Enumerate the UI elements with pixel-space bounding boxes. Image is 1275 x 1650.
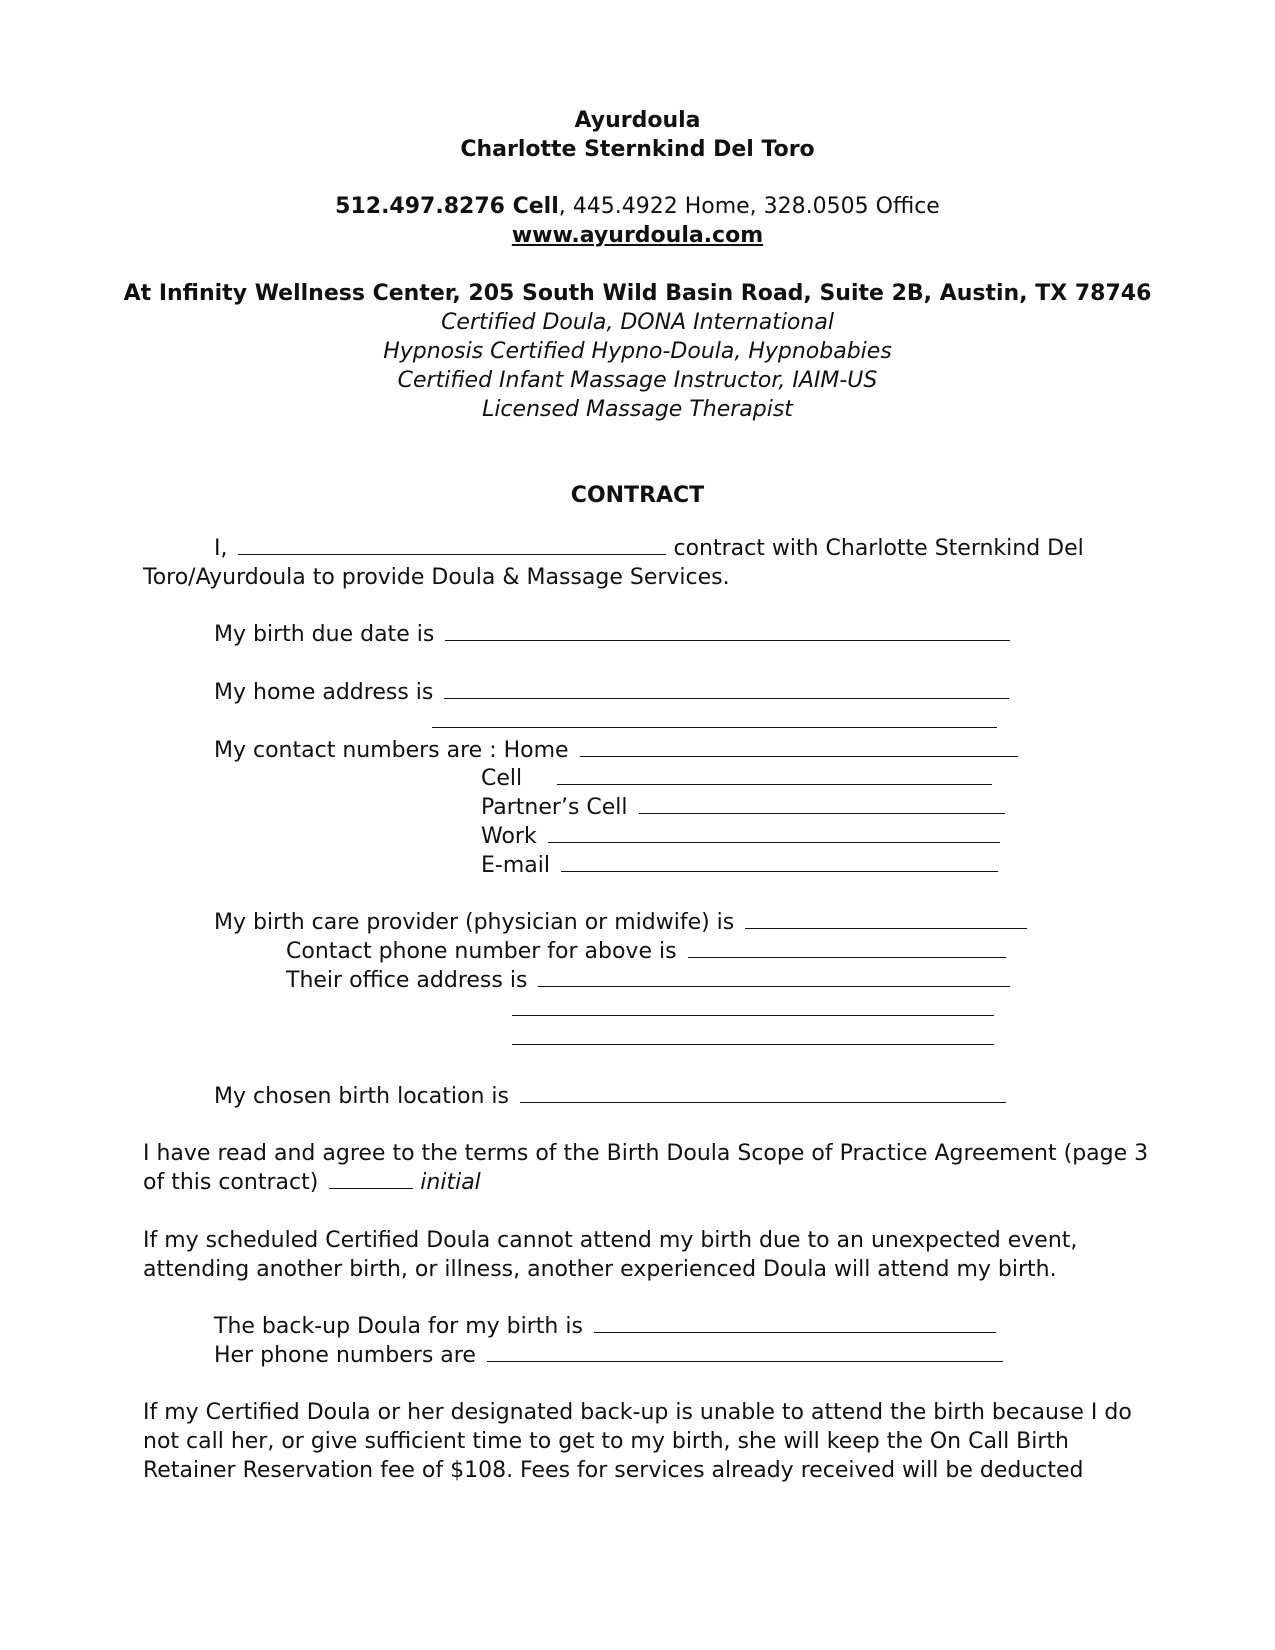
partner-cell-field[interactable]: [639, 812, 1005, 814]
home-address-label: My home address is: [214, 680, 434, 705]
provider-phone-label: Contact phone number for above is: [286, 939, 677, 964]
cell-label: Cell: [481, 766, 523, 791]
initial-label: initial: [420, 1170, 481, 1195]
fee-line2: not call her, or give sufficient time to get to my birth, she will keep the On Call Birth: [143, 1429, 1069, 1454]
birth-location-label: My chosen birth location is: [214, 1084, 509, 1109]
provider-phone-row: [286, 939, 1006, 964]
phone-numbers: [0, 194, 1275, 219]
provider-address-field-3[interactable]: [512, 1043, 994, 1045]
provider-field[interactable]: [745, 927, 1027, 929]
provider-address-row3: [508, 1026, 994, 1051]
contact-cell-row: [481, 766, 992, 791]
contact-partner-row: [481, 795, 1005, 820]
birth-location-row: [214, 1084, 1006, 1109]
backup-doula-row: [214, 1314, 996, 1339]
home-address-field-2[interactable]: [432, 726, 997, 728]
contact-home-row: [214, 738, 1018, 763]
due-date-row: [214, 622, 1010, 647]
provider-row: [214, 910, 1027, 935]
agree-line1: I have read and agree to the terms of the Birth Doula Scope of Practice Agreement (page 3: [143, 1141, 1149, 1166]
backup-doula-field[interactable]: [594, 1331, 996, 1333]
initial-field[interactable]: [329, 1187, 413, 1189]
credential-doula: Certified Doula, DONA International: [441, 310, 834, 335]
provider-address-row: [286, 968, 1010, 993]
birth-location-field[interactable]: [520, 1101, 1006, 1103]
email-field[interactable]: [561, 870, 998, 872]
phone-other: , 445.4922 Home, 328.0505 Office: [558, 194, 940, 219]
intro-line2: Toro/Ayurdoula to provide Doula & Massage Services.: [143, 565, 730, 590]
home-address-row: [214, 680, 1009, 705]
due-date-label: My birth due date is: [214, 622, 435, 647]
backup-para-line1: If my scheduled Certified Doula cannot attend my birth due to an unexpected event,: [143, 1228, 1078, 1253]
provider-phone-field[interactable]: [688, 956, 1006, 958]
due-date-field[interactable]: [445, 639, 1010, 641]
contact-email-row: [481, 853, 998, 878]
owner-name: Charlotte Sternkind Del Toro: [460, 137, 815, 162]
home-phone-field[interactable]: [580, 755, 1018, 757]
provider-address-label: Their office address is: [286, 968, 528, 993]
agree-line2-row: [143, 1170, 481, 1195]
credential-infant-massage: Certified Infant Massage Instructor, IAIM-US: [397, 368, 878, 393]
fee-line1: If my Certified Doula or her designated back-up is unable to attend the birth because I do: [143, 1400, 1132, 1425]
email-label: E-mail: [481, 853, 550, 878]
intro-end: contract with Charlotte Sternkind Del: [673, 536, 1084, 561]
intro-start: I,: [214, 536, 228, 561]
backup-phone-field[interactable]: [487, 1360, 1003, 1362]
provider-label: My birth care provider (physician or midwife) is: [214, 910, 735, 935]
business-name: Ayurdoula: [574, 108, 701, 133]
work-phone-field[interactable]: [548, 841, 1000, 843]
contract-title: CONTRACT: [570, 483, 705, 508]
intro-line: [214, 536, 1084, 561]
work-label: Work: [481, 824, 537, 849]
backup-phone-label: Her phone numbers are: [214, 1343, 476, 1368]
contact-numbers-label: My contact numbers are : Home: [214, 738, 569, 763]
website-link[interactable]: www.ayurdoula.com: [511, 223, 764, 248]
credential-hypnodoula: Hypnosis Certified Hypno-Doula, Hypnobabies: [383, 339, 892, 364]
client-name-field[interactable]: [238, 553, 666, 555]
fee-line3: Retainer Reservation fee of $108. Fees for services already received will be deducted: [143, 1458, 1084, 1483]
provider-address-field[interactable]: [538, 985, 1010, 987]
home-address-field[interactable]: [444, 697, 1009, 699]
agree-line2: of this contract): [143, 1170, 319, 1195]
backup-doula-label: The back-up Doula for my birth is: [214, 1314, 583, 1339]
contact-work-row: [481, 824, 1000, 849]
provider-address-field-2[interactable]: [512, 1014, 994, 1016]
backup-para-line2: attending another birth, or illness, another experienced Doula will attend my birth.: [143, 1257, 1057, 1282]
cell-phone-field[interactable]: [557, 783, 992, 785]
website-row: [0, 223, 1275, 248]
partner-cell-label: Partner’s Cell: [481, 795, 628, 820]
business-address: At Infinity Wellness Center, 205 South Wild Basin Road, Suite 2B, Austin, TX 78746: [123, 281, 1152, 306]
home-address-row2: [428, 709, 997, 734]
phone-cell: 512.497.8276 Cell: [335, 194, 559, 219]
backup-phone-row: [214, 1343, 1003, 1368]
provider-address-row2: [508, 997, 994, 1022]
credential-massage-therapist: Licensed Massage Therapist: [482, 397, 793, 422]
